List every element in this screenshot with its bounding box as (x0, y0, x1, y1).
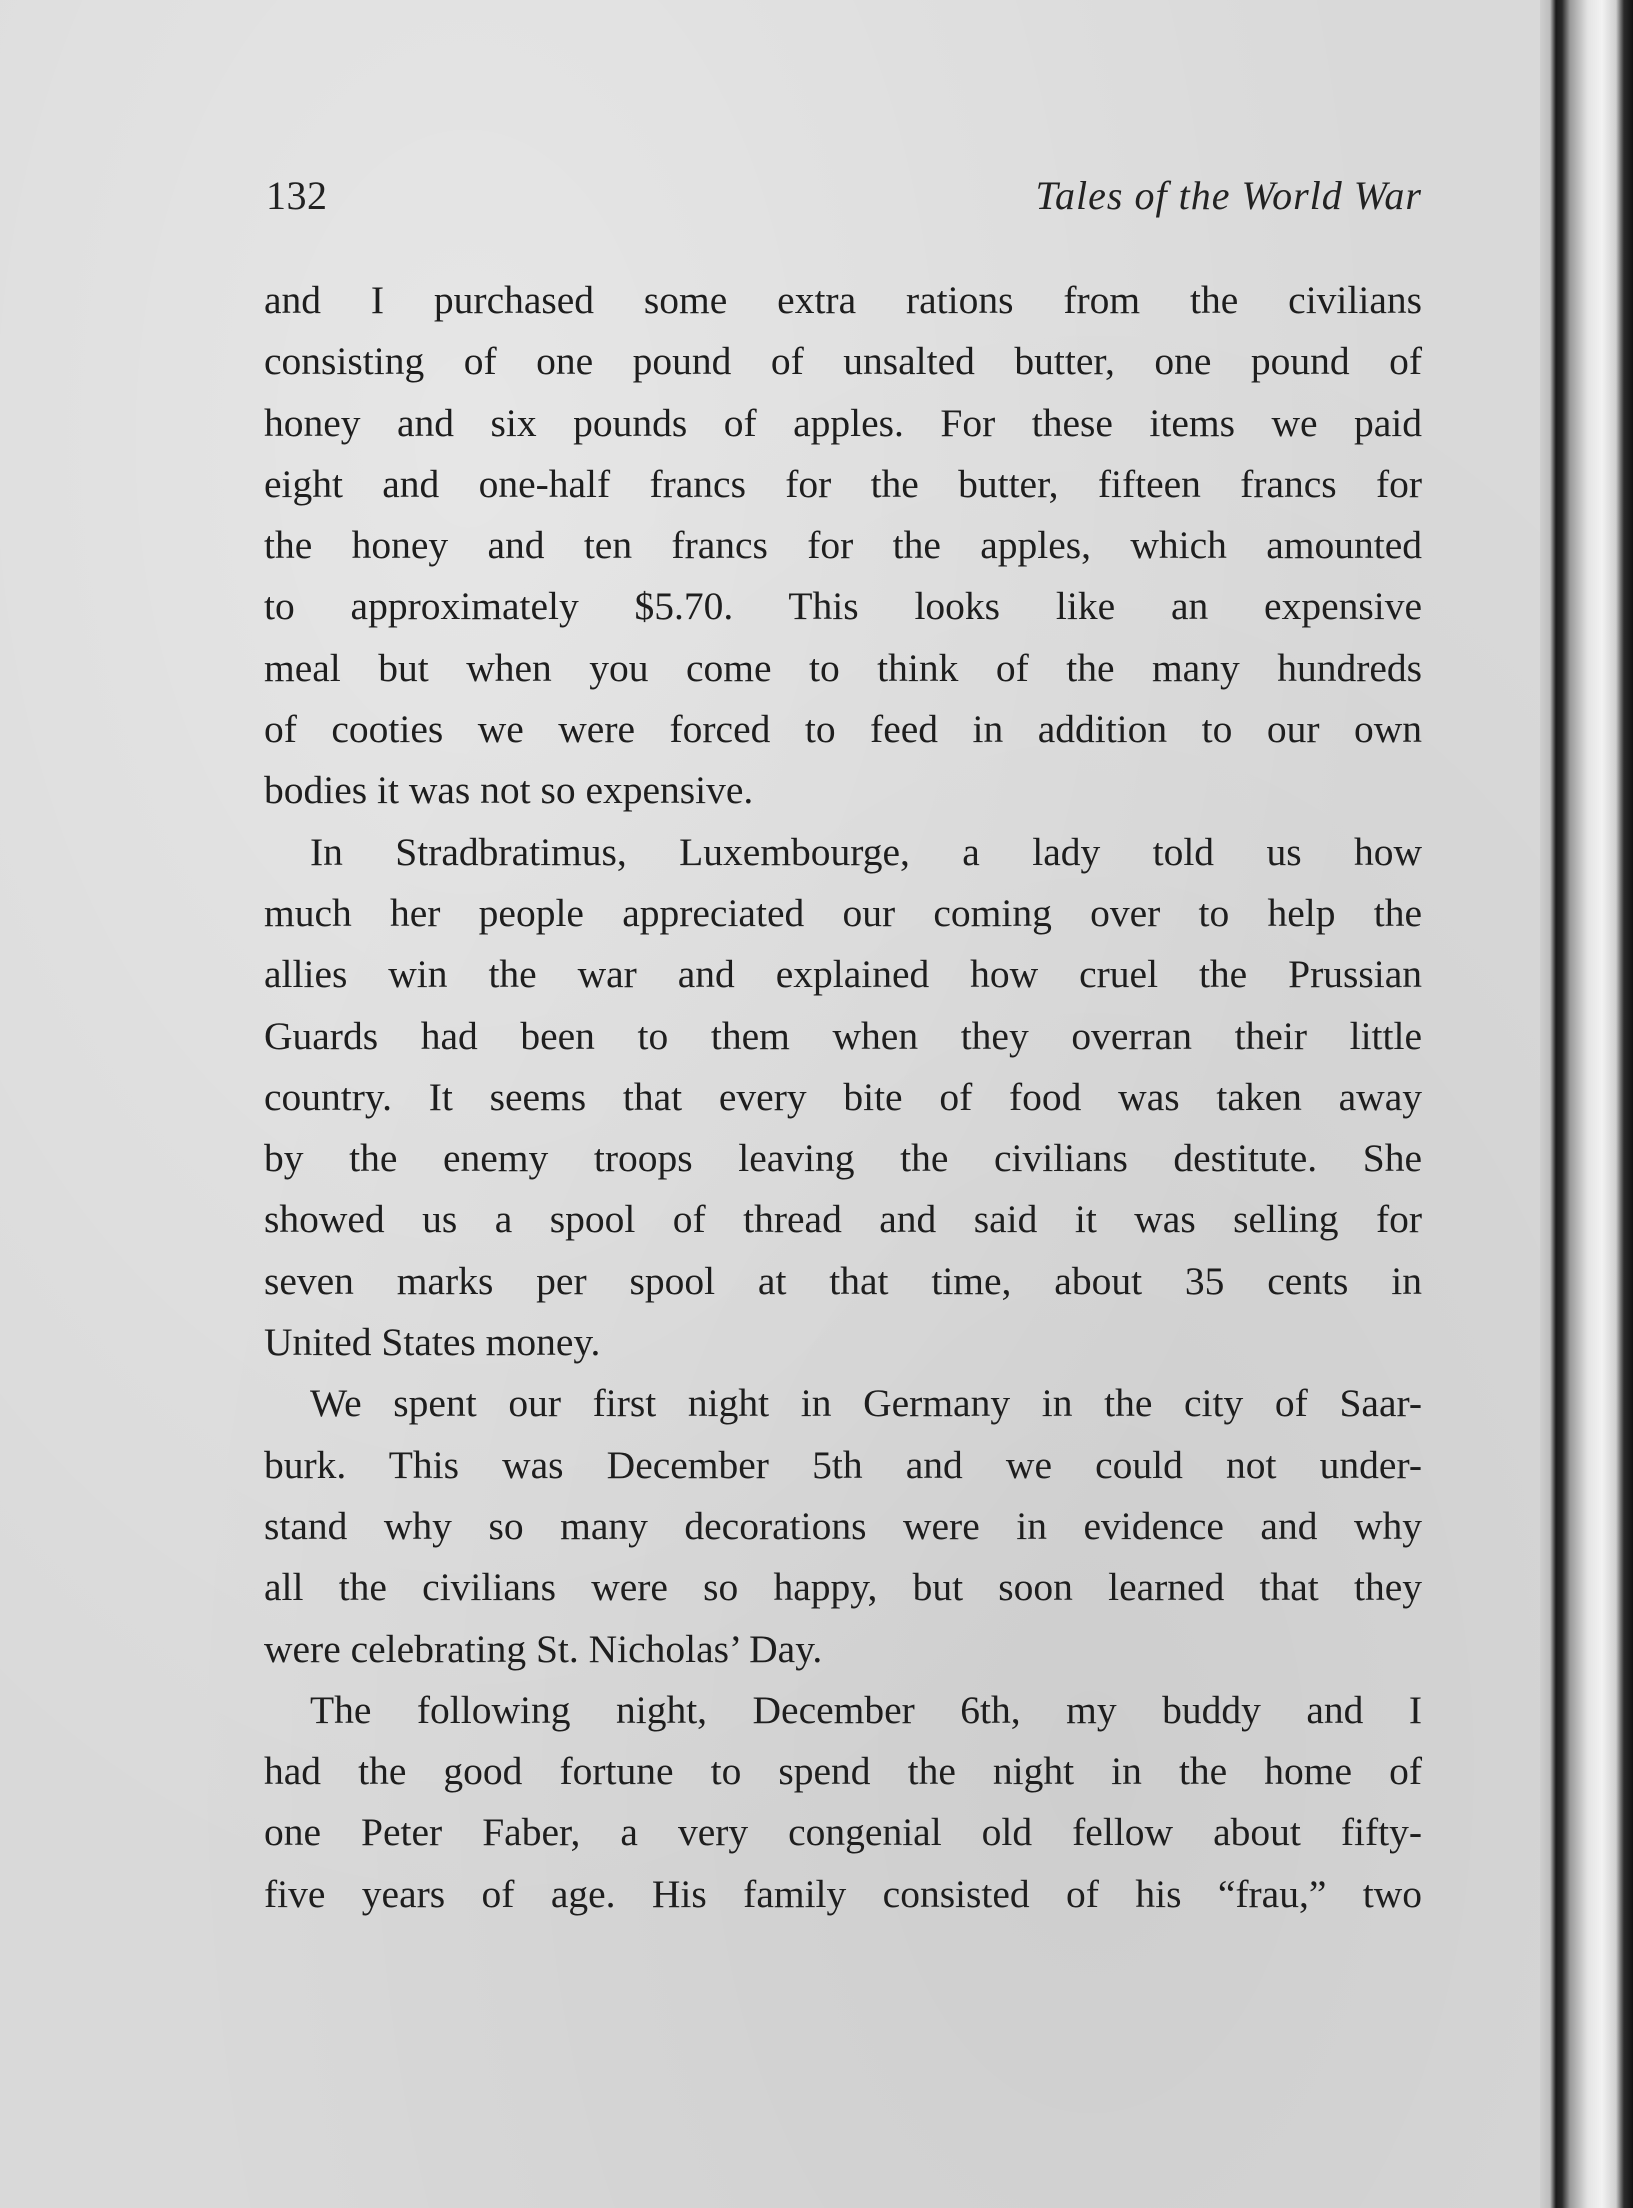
text-line: meal but when you come to think of the many hundreds (264, 645, 1422, 690)
text-line: country. It seems that every bite of food was taken away (264, 1074, 1422, 1119)
page-number: 132 (266, 173, 328, 218)
text-line: showed us a spool of thread and said it was selling for (264, 1197, 1422, 1242)
text-line: We spent our first night in Germany in the city of Saar- (310, 1381, 1422, 1426)
text-line: to approximately $5.70. This looks like an expensive (264, 584, 1422, 629)
text-line: Guards had been to them when they overran their little (264, 1013, 1422, 1058)
text-line: by the enemy troops leaving the civilians destitute. She (264, 1136, 1422, 1181)
text-line: one Peter Faber, a very congenial old fellow about fifty- (264, 1810, 1422, 1855)
text-line: and I purchased some extra rations from the civilians (264, 278, 1422, 322)
running-title: Tales of the World War (1035, 173, 1422, 218)
text-line: eight and one-half francs for the butter, fifteen francs for (264, 461, 1422, 506)
running-head (266, 172, 1422, 232)
text-line: bodies it was not so expensive. (264, 768, 754, 813)
text-line: all the civilians were so happy, but soon learned that they (264, 1565, 1422, 1610)
text-line: honey and six pounds of apples. For these items we paid (264, 400, 1422, 445)
text-line: United States money. (264, 1320, 601, 1365)
text-line: five years of age. His family consisted of his “frau,” two (264, 1871, 1422, 1916)
text-line: consisting of one pound of unsalted butter, one pound of (264, 339, 1422, 384)
text-line: In Stradbratimus, Luxembourge, a lady told us how (310, 829, 1422, 874)
text-line: burk. This was December 5th and we could not under- (264, 1442, 1422, 1487)
text-line: had the good fortune to spend the night in the home of (264, 1749, 1422, 1794)
text-line: seven marks per spool at that time, about 35 cents in (264, 1258, 1422, 1303)
book-binding-edge (1540, 0, 1633, 2208)
text-line: much her people appreciated our coming over to help the (264, 890, 1422, 935)
text-line: of cooties we were forced to feed in addition to our own (264, 707, 1422, 752)
text-line: were celebrating St. Nicholas’ Day. (264, 1626, 823, 1671)
text-line: the honey and ten francs for the apples, which amounted (264, 523, 1422, 568)
text-line: allies win the war and explained how cruel the Prussian (264, 952, 1422, 997)
text-line: The following night, December 6th, my buddy and I (310, 1687, 1422, 1732)
text-line: stand why so many decorations were in evidence and why (264, 1503, 1422, 1548)
body-text (264, 270, 1422, 1925)
